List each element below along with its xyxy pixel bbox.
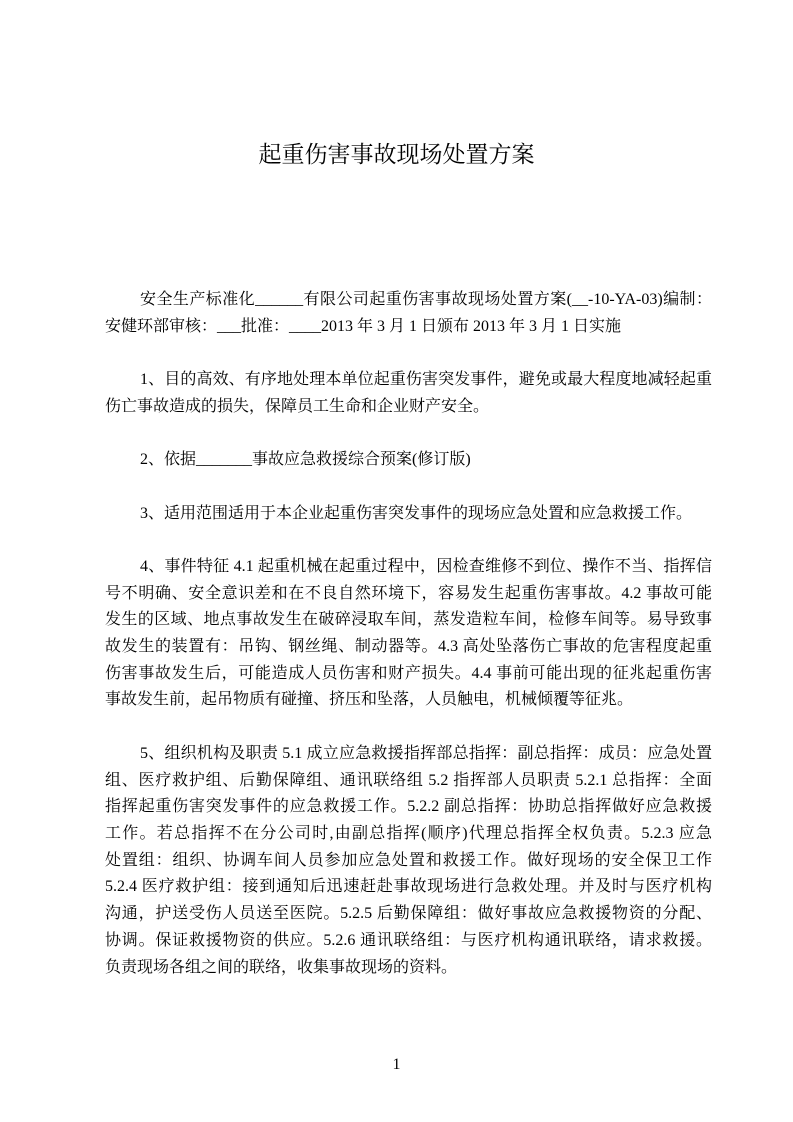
- paragraph-line: 5.2.4 医疗救护组：接到通知后迅速赶赴事故现场进行急救处理。并及时与医疗机构: [105, 878, 712, 896]
- paragraph-line: 协调。保证救援物资的供应。5.2.6 通讯联络组：与医疗机构通讯联络，请求救援。: [105, 931, 712, 949]
- paragraph-line: 工作。若总指挥不在分公司时,由副总指挥(顺序)代理总指挥全权负责。5.2.3 应急: [105, 824, 712, 842]
- paragraph-line: 安健环部审核：___批准：____2013 年 3 月 1 日颁布 2013 年 3 月 1 日实施: [105, 317, 622, 335]
- paragraph-line: 处置组：组织、协调车间人员参加应急处置和救援工作。做好现场的安全保卫工作: [105, 851, 712, 869]
- paragraph-line: 负责现场各组之间的联络，收集事故现场的资料。: [105, 958, 458, 976]
- paragraph-line: 沟通，护送受伤人员送至医院。5.2.5 后勤保障组：做好事故应急救援物资的分配、: [105, 905, 712, 923]
- section-scope: [105, 501, 712, 528]
- paragraph-line: 发生的区域、地点事故发生在破碎浸取车间，蒸发造粒车间，检修车间等。易导致事: [105, 611, 712, 629]
- section-event-characteristics: [105, 554, 712, 714]
- paragraph-line: 2、依据_______事故应急救援综合预案(修订版): [140, 451, 471, 469]
- paragraph-line: 伤害事故发生后，可能造成人员伤害和财产损失。4.4 事前可能出现的征兆起重伤害: [105, 664, 712, 682]
- paragraph-line: 5、组织机构及职责 5.1 成立应急救援指挥部总指挥：副总指挥：成员：应急处置: [140, 744, 712, 762]
- section-basis: [105, 447, 712, 474]
- section-header-info: [105, 287, 712, 340]
- paragraph-line: 组、医疗救护组、后勤保障组、通讯联络组 5.2 指挥部人员职责 5.2.1 总指挥：全面: [105, 771, 712, 789]
- page-number: 1: [392, 1056, 401, 1073]
- paragraph-line: 3、适用范围适用于本企业起重伤害突发事件的现场应急处置和应急救援工作。: [140, 504, 693, 522]
- paragraph-line: 伤亡事故造成的损失，保障员工生命和企业财产安全。: [105, 397, 490, 415]
- paragraph-line: 故发生的装置有：吊钩、钢丝绳、制动器等。4.3 高处坠落伤亡事故的危害程度起重: [105, 638, 712, 656]
- paragraph-line: 安全生产标准化______有限公司起重伤害事故现场处置方案(__-10-YA-03)编制：: [140, 291, 712, 308]
- paragraph-line: 1、目的高效、有序地处理本单位起重伤害突发事件，避免或最大程度地减轻起重: [140, 371, 712, 389]
- paragraph-line: 事故发生前，起吊物质有碰撞、挤压和坠落，人员触电，机械倾覆等征兆。: [105, 691, 634, 709]
- document-title: 起重伤害事故现场处置方案: [258, 142, 535, 167]
- paragraph-line: 4、事件特征 4.1 起重机械在起重过程中，因检查维修不到位、操作不当、指挥信: [140, 557, 712, 575]
- section-organization-duties: [105, 741, 712, 981]
- section-purpose: [105, 367, 712, 420]
- paragraph-line: 号不明确、安全意识差和在不良自然环境下，容易发生起重伤害事故。4.2 事故可能: [105, 584, 712, 602]
- document-body: [105, 287, 712, 1008]
- paragraph-line: 指挥起重伤害突发事件的应急救援工作。5.2.2 副总指挥：协助总指挥做好应急救援: [105, 798, 712, 816]
